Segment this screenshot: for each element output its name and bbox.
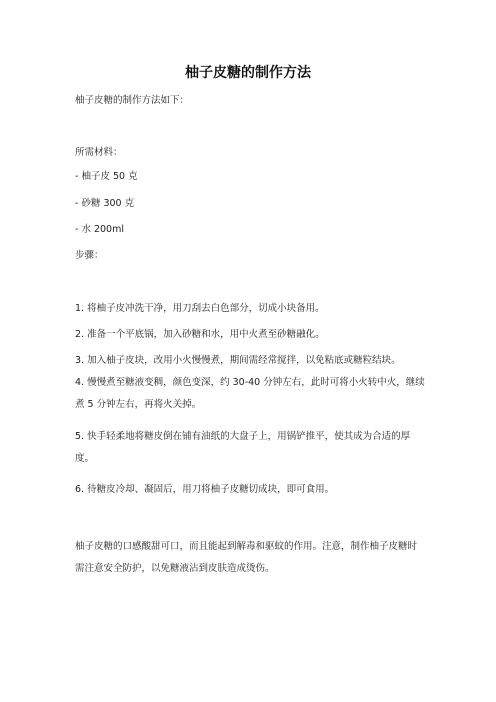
step-item: 2. 准备一个平底锅，加入砂糖和水，用中火煮至砂糖融化。: [75, 329, 325, 340]
step-item: 6. 待糖皮冷却、凝固后，用刀将柚子皮糖切成块，即可食用。: [75, 484, 335, 495]
step-item: 1. 将柚子皮冲洗干净，用刀刮去白色部分，切成小块备用。: [75, 303, 325, 314]
material-item: - 柚子皮 50 克: [75, 171, 138, 182]
document-title: 柚子皮糖的制作方法: [185, 65, 311, 81]
material-item: - 水 200ml: [75, 224, 124, 235]
step-item: 4. 慢慢煮至糖液变稠，颜色变深，约 30-40 分钟左右，此时可将小火转中火，继续煮 5 分钟左右，再将火关掉。: [75, 377, 425, 410]
steps-heading: 步骤：: [75, 250, 104, 261]
intro-text: 柚子皮糖的制作方法如下：: [75, 95, 190, 106]
step-item: 5. 快手轻柔地将糖皮倒在铺有油纸的大盘子上，用锅铲推平，使其成为合适的厚度。: [75, 431, 411, 464]
material-item: - 砂糖 300 克: [75, 198, 135, 209]
materials-heading: 所需材料：: [75, 147, 123, 158]
step-item: 3. 加入柚子皮块，改用小火慢慢煮，期间需经常搅拌，以免粘底或糖粒结块。: [75, 355, 401, 366]
conclusion-text: 柚子皮糖的口感酸甜可口，而且能起到解毒和驱蚊的作用。注意，制作柚子皮糖时需注意安全防护，以免糖液沾到皮肤造成烫伤。: [75, 541, 418, 574]
